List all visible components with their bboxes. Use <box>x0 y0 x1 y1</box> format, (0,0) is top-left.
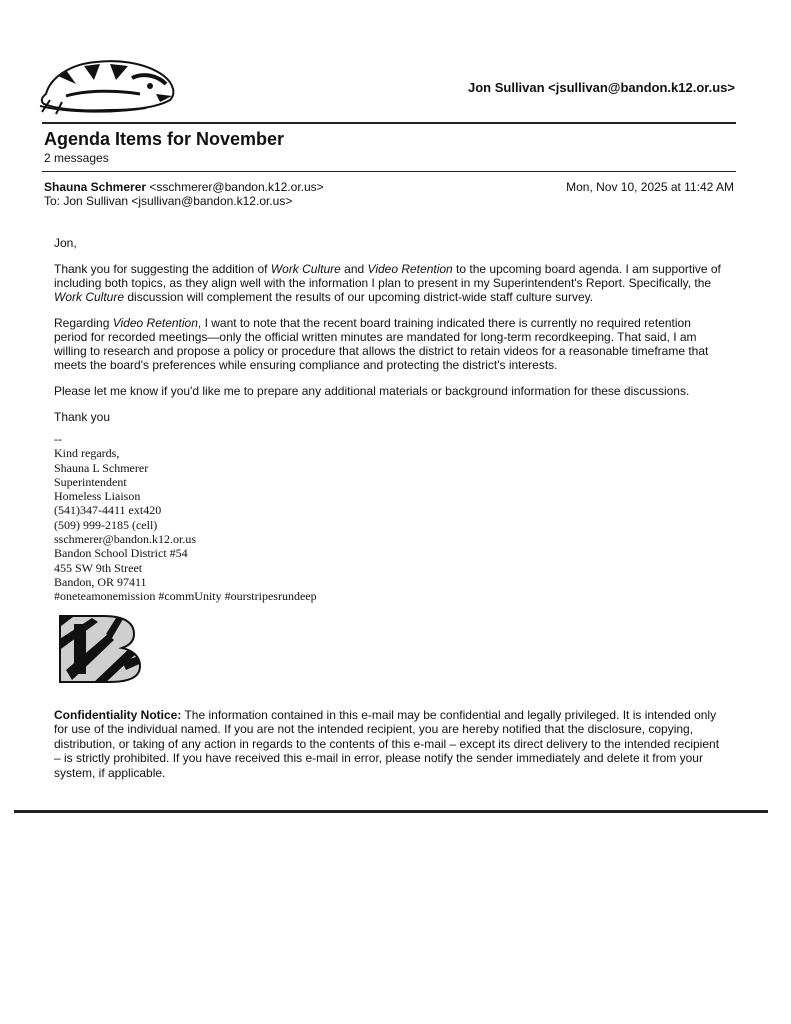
district-b-logo-icon <box>52 610 144 684</box>
paragraph-2: Regarding Video Retention, I want to note that the recent board training indicated there is currently no required retention period for recorded meetings—only the official written minutes are mandated for long-term recordkeeping. That said, I am willing to research and propose a policy or procedure that allows the district to retain videos for a reasonable timeframe that meets the board's preferences while ensuring compliance and protecting the district's interests. <box>54 316 709 372</box>
header-divider <box>42 122 736 124</box>
subject-divider <box>42 171 736 172</box>
signature-line: sschmerer@bandon.k12.or.us <box>54 532 197 547</box>
signature-line: Homeless Liaison <box>54 489 141 504</box>
greeting: Jon, <box>54 236 77 250</box>
account-address: Jon Sullivan <jsullivan@bandon.k12.or.us> <box>468 80 735 95</box>
message-count: 2 messages <box>44 151 109 165</box>
closing: Thank you <box>54 410 111 424</box>
notice-label: Confidentiality Notice: <box>54 708 182 722</box>
sender-line <box>44 180 324 194</box>
signature-line: Bandon, OR 97411 <box>54 574 147 589</box>
signature-line: #oneteamonemission #commUnity #ourstripesrundeep <box>54 589 317 604</box>
message-date: Mon, Nov 10, 2025 at 11:42 AM <box>566 180 734 194</box>
sender-email: <sschmerer@bandon.k12.or.us> <box>149 180 324 194</box>
paragraph-3: Please let me know if you'd like me to prepare any additional materials or background information for these discussions. <box>54 384 690 398</box>
message-body <box>54 236 724 436</box>
signature-line: (509) 999-2185 (cell) <box>54 517 158 532</box>
signature-line: Bandon School District #54 <box>54 546 188 561</box>
tiger-logo-icon <box>36 54 178 116</box>
sender-name: Shauna Schmerer <box>44 180 147 194</box>
paragraph-1: Thank you for suggesting the addition of Work Culture and Video Retention to the upcoming board agenda. I am supportive of including both topics, as they align well with the information I plan to present in my Superintendent's Report. Specifically, the Work Culture discussion will complement the results of our upcoming district-wide staff culture survey. <box>54 262 721 304</box>
signature-line: (541)347-4411 ext420 <box>54 503 162 518</box>
notice-text: The information contained in this e-mail may be confidential and legally privileged. It is intended only for use of the individual named. If you are not the intended recipient, you are hereby notified that the disclosure, copying, distribution, or taking of any action in regards to the contents of this e-mail – except its direct delivery to the intended recipient – is strictly prohibited. If you have received this e-mail in error, please notify the sender immediately and delete it from your system, if applicable. <box>54 708 720 780</box>
signature-line: Superintendent <box>54 474 127 489</box>
signature-separator: -- <box>54 432 62 446</box>
footer-divider <box>14 810 768 813</box>
confidentiality-notice <box>54 708 726 780</box>
recipient-line: To: Jon Sullivan <jsullivan@bandon.k12.or.us> <box>44 194 293 208</box>
signature-line: 455 SW 9th Street <box>54 560 143 575</box>
signature-line: Kind regards, <box>54 446 120 461</box>
signature-line: Shauna L Schmerer <box>54 460 149 475</box>
signature-block <box>54 432 317 604</box>
thread-subject: Agenda Items for November <box>44 129 285 149</box>
